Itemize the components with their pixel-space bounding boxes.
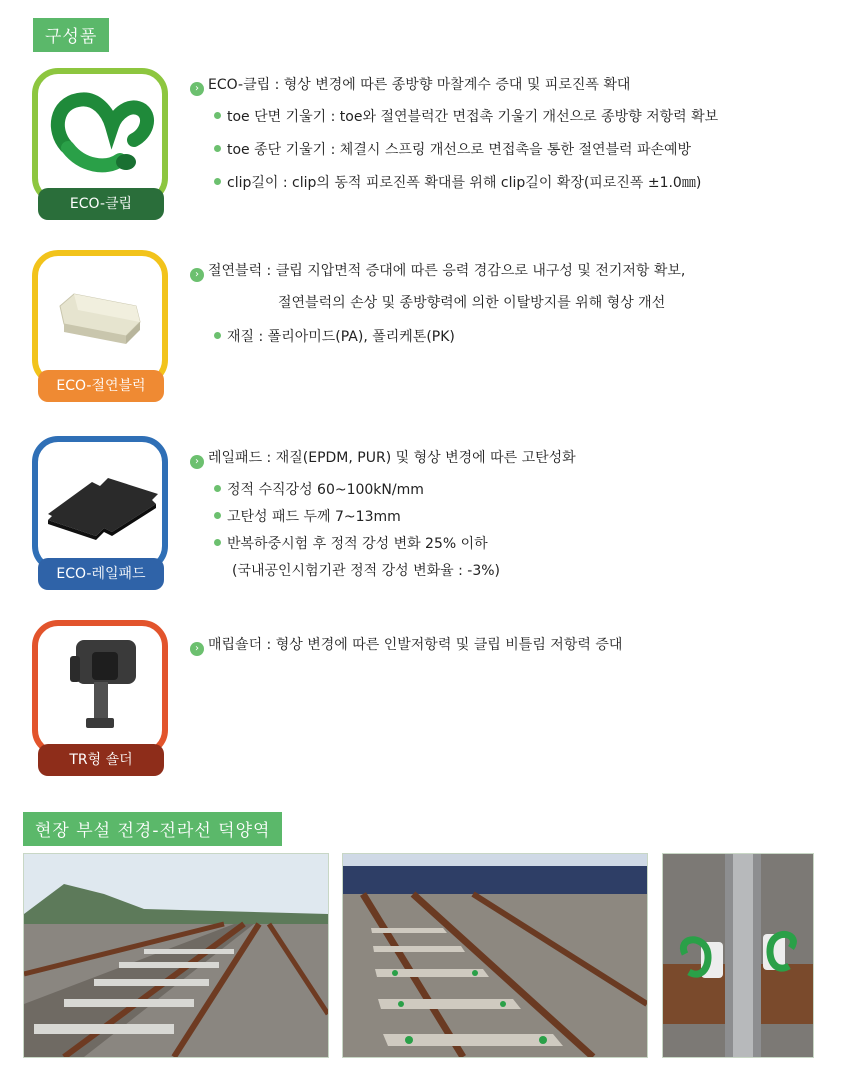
site-photo-3 [662,853,814,1058]
components-title: 구성품 [33,18,109,52]
site-title: 현장 부설 전경-전라선 덕양역 [23,812,282,846]
bullet-dot-icon [214,332,221,339]
eco-insulation-block-card [32,250,168,386]
eco-clip-label: ECO-클립 [38,188,164,220]
site-photo-2 [342,853,648,1058]
bullet-dot-icon [214,178,221,185]
bullet-dot-icon [214,485,221,492]
eco-clip-card [32,68,168,204]
bullet-dot-icon [214,112,221,119]
rail-pad-image [38,442,162,566]
tr-shoulder-card [32,620,168,756]
eco-rail-pad-label: ECO-레일패드 [38,558,164,590]
bullet-dot-icon [214,512,221,519]
arrow-right-icon: › [190,82,204,96]
eco-clip-bullet: toe 종단 기울기 : 체결시 스프링 개선으로 면접촉을 통한 절연블럭 파손예방 [227,142,692,158]
rail-pad-bullet: 고탄성 패드 두께 7~13mm [227,509,401,525]
tr-shoulder-label: TR형 숄더 [38,744,164,776]
eco-clip-bullet: toe 단면 기울기 : toe와 절연블럭간 면접촉 기울기 개선으로 종방향 저항력 확보 [227,109,719,125]
bullet-dot-icon [214,145,221,152]
eco-rail-pad-card [32,436,168,572]
tr-shoulder-main: 매립숄더 : 형상 변경에 따른 인발저항력 및 클립 비틀림 저항력 증대 [208,637,623,653]
insulation-block-image [38,256,162,380]
site-photo-1 [23,853,329,1058]
insulation-block-main-continued: 절연블럭의 손상 및 종방향력에 의한 이탈방지를 위해 형상 개선 [278,295,666,311]
arrow-right-icon: › [190,642,204,656]
rail-pad-main: 레일패드 : 재질(EPDM, PUR) 및 형상 변경에 따른 고탄성화 [208,450,576,466]
arrow-right-icon: › [190,268,204,282]
rail-pad-bullet: 반복하중시험 후 정적 강성 변화 25% 이하 [227,536,488,552]
eco-clip-bullet: clip길이 : clip의 동적 피로진폭 확대를 위해 clip길이 확장(피로진폭 ±1.0㎜) [227,175,702,191]
insulation-block-main: 절연블럭 : 클립 지압면적 증대에 따른 응력 경감으로 내구성 및 전기저항 확보, [208,263,686,279]
eco-clip-image [38,74,162,198]
arrow-right-icon: › [190,455,204,469]
eco-insulation-block-label: ECO-절연블럭 [38,370,164,402]
tr-shoulder-image [38,626,162,750]
bullet-dot-icon [214,539,221,546]
rail-pad-bullet: 정적 수직강성 60~100kN/mm [227,482,424,498]
eco-clip-main: ECO-클립 : 형상 변경에 따른 종방향 마찰계수 증대 및 피로진폭 확대 [208,77,631,93]
rail-pad-note: (국내공인시험기관 정적 강성 변화율 : -3%) [232,563,501,579]
insulation-block-bullet: 재질 : 폴리아미드(PA), 폴리케톤(PK) [227,329,455,345]
